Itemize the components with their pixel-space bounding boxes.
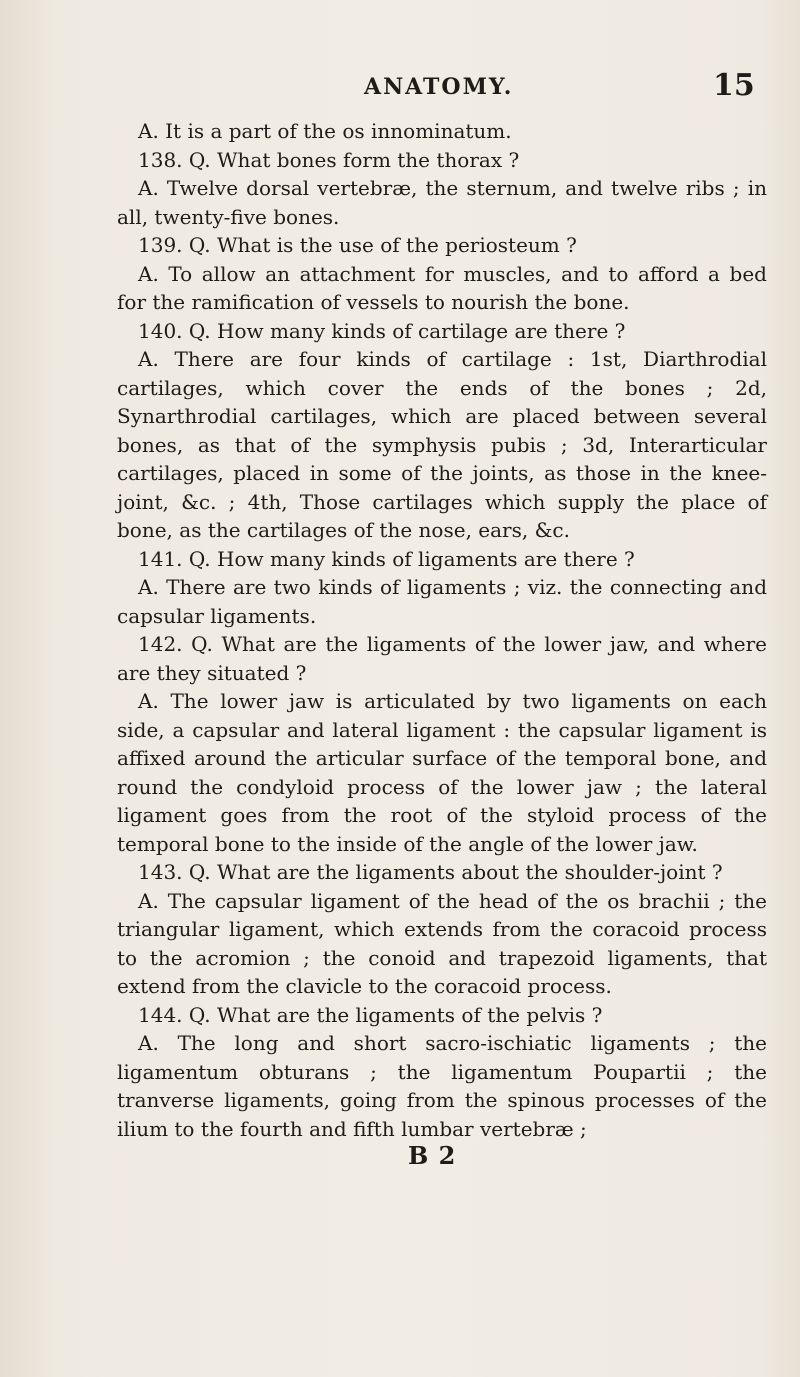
page-number: 15 bbox=[713, 68, 755, 103]
paragraph: A. The capsular ligament of the head of the os brachii ; the triangular ligament, which extends from the coracoid process to the acromion ; the conoid and trapezoid ligaments, that extend from the clavicle to the coracoid process. bbox=[117, 888, 767, 998]
paragraph: 140. Q. How many kinds of cartilage are there ? bbox=[138, 318, 626, 343]
signature-mark: B 2 bbox=[408, 1141, 457, 1170]
paragraph: A. To allow an attachment for muscles, and to afford a bed for the ramification of vessels to nourish the bone. bbox=[117, 261, 767, 314]
paragraph: A. Twelve dorsal vertebræ, the sternum, and twelve ribs ; in all, twenty-five bones. bbox=[117, 176, 767, 229]
paragraph: 143. Q. What are the ligaments about the shoulder-joint ? bbox=[138, 860, 723, 884]
paragraph: A. The lower jaw is articulated by two ligaments on each side, a capsular and lateral ligament : the capsular ligament is affixed around the articular surface of the temporal bone, and round the condyloid process of the lower jaw ; the lateral ligament goes from the root of the styloid process of the temporal bone to the inside of the angle of the lower jaw. bbox=[117, 689, 767, 856]
paragraph: 138. Q. What bones form the thorax ? bbox=[138, 147, 520, 172]
paragraph: 144. Q. What are the ligaments of the pelvis ? bbox=[138, 1002, 603, 1027]
paragraph: A. There are two kinds of ligaments ; viz. the connecting and capsular ligaments. bbox=[117, 575, 767, 628]
paragraph: A. There are four kinds of cartilage : 1st, Diarthrodial cartilages, which cover the ends of the bones ; 2d, Synarthrodial cartilages, which are placed between several bones, as that of the symphysis pubis ; 3d, Interarticular cartilages, placed in some of the joints, as those in the knee-joint, &c. ; 4th, Those cartilages which supply the place of bone, as the cartilages of the nose, ears, &c. bbox=[117, 347, 767, 542]
page-header bbox=[0, 64, 800, 104]
paragraph: 141. Q. How many kinds of ligaments are there ? bbox=[138, 546, 635, 571]
paragraph: A. It is a part of the os innominatum. bbox=[138, 119, 512, 143]
paragraph: 139. Q. What is the use of the periosteum ? bbox=[138, 233, 577, 257]
body-text bbox=[117, 117, 767, 1143]
paragraph: 142. Q. What are the ligaments of the lower jaw, and where are they situated ? bbox=[117, 632, 767, 685]
paragraph: A. The long and short sacro-ischiatic ligaments ; the ligamentum obturans ; the ligamentum Poupartii ; the tranverse ligaments, going from the spinous processes of the ilium to the fourth and fifth lumbar vertebræ ; bbox=[117, 1031, 767, 1141]
running-title: ANATOMY. bbox=[364, 74, 514, 100]
